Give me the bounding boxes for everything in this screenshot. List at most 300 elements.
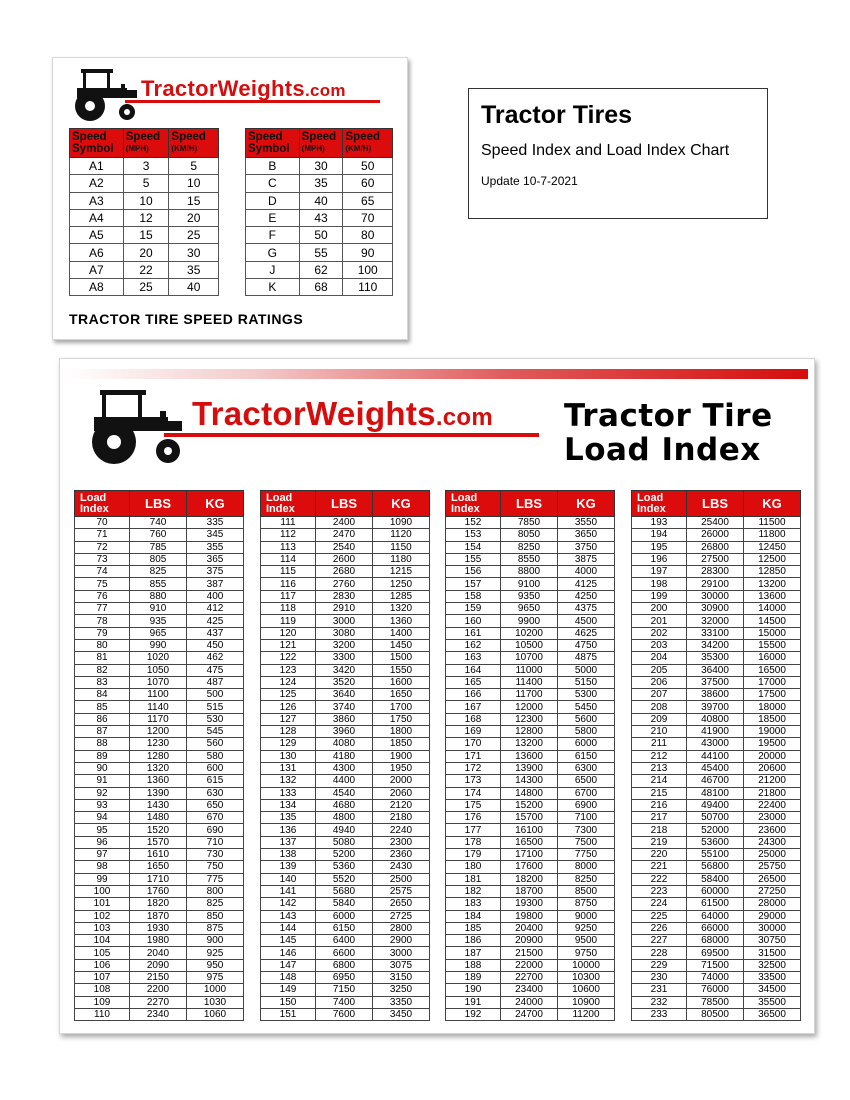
cell-value-1: 7600 (316, 1008, 373, 1020)
cell-value-2: 2800 (373, 922, 430, 934)
cell-value-1: 3960 (316, 726, 373, 738)
cell-value-1: 5680 (316, 885, 373, 897)
table-row (446, 664, 615, 676)
cell-symbol-or-index: 174 (446, 787, 501, 799)
table-row (446, 824, 615, 836)
cell-symbol-or-index: 166 (446, 689, 501, 701)
cell-value-2: 1550 (373, 664, 430, 676)
cell-value-1: 9650 (501, 603, 558, 615)
cell-value-1: 11400 (501, 676, 558, 688)
cell-value-2: 2240 (373, 824, 430, 836)
cell-value-2: 1285 (373, 590, 430, 602)
cell-symbol-or-index: 159 (446, 603, 501, 615)
cell-value-2: 5000 (558, 664, 615, 676)
cell-value-1: 760 (130, 529, 187, 541)
cell-value-1: 910 (130, 603, 187, 615)
load-table-header (632, 491, 801, 517)
table-row (75, 553, 244, 565)
cell-value-2: 6900 (558, 799, 615, 811)
cell-value-2: 25000 (744, 849, 801, 861)
cell-symbol-or-index: 133 (261, 787, 316, 799)
cell-symbol-or-index: A7 (70, 261, 124, 278)
cell-value-2: 100 (343, 261, 393, 278)
load-table-header (75, 491, 244, 517)
table-row (261, 639, 430, 651)
cell-symbol-or-index: 206 (632, 676, 687, 688)
cell-value-2: 12450 (744, 541, 801, 553)
cell-symbol-or-index: 104 (75, 935, 130, 947)
table-row (632, 947, 801, 959)
table-row (261, 873, 430, 885)
cell-symbol-or-index: 120 (261, 627, 316, 639)
cell-symbol-or-index: A4 (70, 209, 124, 226)
cell-value-1: 40800 (687, 713, 744, 725)
table-row (632, 713, 801, 725)
table-row (70, 279, 219, 296)
cell-value-1: 19300 (501, 898, 558, 910)
table-row (75, 799, 244, 811)
cell-value-2: 21800 (744, 787, 801, 799)
table-row (632, 799, 801, 811)
cell-symbol-or-index: 193 (632, 517, 687, 529)
cell-value-1: 2470 (316, 529, 373, 541)
table-row (632, 566, 801, 578)
cell-value-1: 1480 (130, 812, 187, 824)
cell-value-1: 20400 (501, 922, 558, 934)
cell-value-2: 31500 (744, 947, 801, 959)
cell-value-1: 26000 (687, 529, 744, 541)
cell-symbol-or-index: 198 (632, 578, 687, 590)
cell-value-2: 25750 (744, 861, 801, 873)
cell-value-1: 2340 (130, 1008, 187, 1020)
cell-value-1: 2150 (130, 971, 187, 983)
cell-value-2: 850 (187, 910, 244, 922)
cell-value-2: 2900 (373, 935, 430, 947)
load-title-line1: Tractor Tire (564, 398, 773, 434)
cell-value-1: 76000 (687, 984, 744, 996)
cell-value-1: 1360 (130, 775, 187, 787)
table-row (75, 676, 244, 688)
cell-value-1: 46700 (687, 775, 744, 787)
cell-symbol-or-index: 83 (75, 676, 130, 688)
cell-value-2: 1215 (373, 566, 430, 578)
logo-wordmark (192, 395, 493, 433)
cell-value-2: 33500 (744, 971, 801, 983)
cell-symbol-or-index: 155 (446, 553, 501, 565)
cell-symbol-or-index: 205 (632, 664, 687, 676)
table-row (261, 935, 430, 947)
cell-value-2: 6500 (558, 775, 615, 787)
cell-symbol-or-index: 89 (75, 750, 130, 762)
cell-symbol-or-index: 156 (446, 566, 501, 578)
cell-value-2: 2360 (373, 849, 430, 861)
cell-value-1: 1070 (130, 676, 187, 688)
table-row (632, 836, 801, 848)
cell-value-1: 12800 (501, 726, 558, 738)
cell-symbol-or-index: 202 (632, 627, 687, 639)
logo-suffix: .com (304, 81, 346, 100)
cell-value-1: 3520 (316, 676, 373, 688)
table-row (632, 885, 801, 897)
table-row (446, 553, 615, 565)
cell-value-2: 8250 (558, 873, 615, 885)
cell-symbol-or-index: 211 (632, 738, 687, 750)
speed-table-header (246, 129, 393, 158)
cell-symbol-or-index: 85 (75, 701, 130, 713)
table-row (446, 873, 615, 885)
table-row (632, 861, 801, 873)
cell-value-1: 3860 (316, 713, 373, 725)
cell-value-2: 9000 (558, 910, 615, 922)
table-row (446, 578, 615, 590)
cell-value-1: 1710 (130, 873, 187, 885)
table-row (261, 566, 430, 578)
cell-value-2: 16000 (744, 652, 801, 664)
table-row (632, 627, 801, 639)
table-row (446, 627, 615, 639)
cell-value-1: 48100 (687, 787, 744, 799)
cell-symbol-or-index: 87 (75, 726, 130, 738)
cell-symbol-or-index: E (246, 209, 300, 226)
cell-value-2: 365 (187, 553, 244, 565)
cell-symbol-or-index: 129 (261, 738, 316, 750)
cell-symbol-or-index: 70 (75, 517, 130, 529)
cell-value-2: 18500 (744, 713, 801, 725)
cell-value-1: 4800 (316, 812, 373, 824)
cell-value-1: 3420 (316, 664, 373, 676)
cell-value-1: 38600 (687, 689, 744, 701)
table-row (632, 590, 801, 602)
cell-value-2: 3550 (558, 517, 615, 529)
cell-value-2: 730 (187, 849, 244, 861)
cell-value-2: 1950 (373, 762, 430, 774)
cell-value-1: 55100 (687, 849, 744, 861)
table-row (446, 885, 615, 897)
cell-symbol-or-index: 150 (261, 996, 316, 1008)
cell-value-1: 12300 (501, 713, 558, 725)
speed-mph-header: Speed (MPH) (299, 129, 343, 158)
cell-symbol-or-index: 123 (261, 664, 316, 676)
cell-value-1: 1650 (130, 861, 187, 873)
table-row (75, 578, 244, 590)
page-title: Tractor Tires (481, 101, 633, 129)
table-row (75, 787, 244, 799)
cell-value-2: 1250 (373, 578, 430, 590)
cell-value-1: 1020 (130, 652, 187, 664)
cell-value-1: 1430 (130, 799, 187, 811)
table-row (632, 750, 801, 762)
table-row (632, 922, 801, 934)
cell-value-1: 2680 (316, 566, 373, 578)
cell-value-1: 2400 (316, 517, 373, 529)
cell-value-2: 65 (343, 192, 393, 209)
cell-value-1: 2540 (316, 541, 373, 553)
cell-value-1: 39700 (687, 701, 744, 713)
cell-value-2: 3650 (558, 529, 615, 541)
cell-value-2: 387 (187, 578, 244, 590)
cell-value-1: 9350 (501, 590, 558, 602)
cell-value-2: 500 (187, 689, 244, 701)
cell-value-1: 53600 (687, 836, 744, 848)
cell-value-1: 7400 (316, 996, 373, 1008)
table-row (632, 775, 801, 787)
cell-symbol-or-index: 173 (446, 775, 501, 787)
cell-value-2: 10600 (558, 984, 615, 996)
cell-value-1: 1570 (130, 836, 187, 848)
cell-value-2: 12850 (744, 566, 801, 578)
cell-symbol-or-index: 209 (632, 713, 687, 725)
cell-symbol-or-index: 127 (261, 713, 316, 725)
cell-value-2: 22400 (744, 799, 801, 811)
table-row (261, 738, 430, 750)
cell-value-1: 10500 (501, 639, 558, 651)
title-box (468, 88, 768, 219)
cell-symbol-or-index: 200 (632, 603, 687, 615)
cell-symbol-or-index: 122 (261, 652, 316, 664)
kg-header: KG (187, 491, 244, 517)
cell-value-1: 2040 (130, 947, 187, 959)
cell-symbol-or-index: 213 (632, 762, 687, 774)
cell-symbol-or-index: 204 (632, 652, 687, 664)
update-date: Update 10-7-2021 (481, 174, 578, 188)
cell-symbol-or-index: 184 (446, 910, 501, 922)
cell-symbol-or-index: 115 (261, 566, 316, 578)
cell-value-1: 5080 (316, 836, 373, 848)
load-index-header: Load Index (632, 491, 687, 517)
cell-value-2: 110 (343, 279, 393, 296)
table-row (632, 812, 801, 824)
cell-value-1: 1280 (130, 750, 187, 762)
cell-value-1: 855 (130, 578, 187, 590)
cell-value-2: 530 (187, 713, 244, 725)
cell-value-2: 14000 (744, 603, 801, 615)
table-row (261, 517, 430, 529)
cell-value-1: 60000 (687, 885, 744, 897)
table-row (446, 787, 615, 799)
cell-symbol-or-index: 124 (261, 676, 316, 688)
cell-symbol-or-index: 227 (632, 935, 687, 947)
cell-value-2: 12500 (744, 553, 801, 565)
cell-value-2: 70 (343, 209, 393, 226)
cell-value-2: 9750 (558, 947, 615, 959)
tractor-icon (75, 69, 137, 121)
cell-value-2: 9500 (558, 935, 615, 947)
cell-value-2: 10 (169, 175, 219, 192)
cell-symbol-or-index: 78 (75, 615, 130, 627)
table-row (261, 910, 430, 922)
table-row (446, 996, 615, 1008)
cell-value-1: 3200 (316, 639, 373, 651)
cell-value-1: 10700 (501, 652, 558, 664)
cell-symbol-or-index: 143 (261, 910, 316, 922)
table-row (632, 639, 801, 651)
cell-value-2: 11800 (744, 529, 801, 541)
cell-symbol-or-index: 126 (261, 701, 316, 713)
cell-symbol-or-index: 228 (632, 947, 687, 959)
cell-value-2: 1180 (373, 553, 430, 565)
cell-symbol-or-index: 86 (75, 713, 130, 725)
cell-value-1: 40 (299, 192, 343, 209)
table-row (75, 885, 244, 897)
cell-value-2: 19000 (744, 726, 801, 738)
table-row (246, 158, 393, 175)
cell-value-2: 20 (169, 209, 219, 226)
cell-value-2: 5 (169, 158, 219, 175)
cell-value-1: 1200 (130, 726, 187, 738)
table-row (261, 787, 430, 799)
cell-symbol-or-index: 223 (632, 885, 687, 897)
table-row (75, 664, 244, 676)
cell-symbol-or-index: 220 (632, 849, 687, 861)
cell-value-1: 43000 (687, 738, 744, 750)
cell-value-1: 5 (123, 175, 169, 192)
cell-symbol-or-index: 157 (446, 578, 501, 590)
cell-value-1: 64000 (687, 910, 744, 922)
table-row (446, 652, 615, 664)
cell-value-2: 3150 (373, 971, 430, 983)
cell-value-1: 1870 (130, 910, 187, 922)
table-row (632, 898, 801, 910)
cell-symbol-or-index: 74 (75, 566, 130, 578)
table-row (446, 738, 615, 750)
table-row (75, 639, 244, 651)
cell-value-2: 1750 (373, 713, 430, 725)
cell-value-2: 1700 (373, 701, 430, 713)
table-row (446, 762, 615, 774)
lbs-header: LBS (501, 491, 558, 517)
cell-value-2: 345 (187, 529, 244, 541)
cell-symbol-or-index: 113 (261, 541, 316, 553)
table-row (75, 836, 244, 848)
cell-value-2: 15500 (744, 639, 801, 651)
cell-value-1: 2270 (130, 996, 187, 1008)
cell-value-1: 5360 (316, 861, 373, 873)
cell-value-1: 5200 (316, 849, 373, 861)
cell-value-1: 1170 (130, 713, 187, 725)
cell-value-1: 1980 (130, 935, 187, 947)
cell-symbol-or-index: 146 (261, 947, 316, 959)
cell-symbol-or-index: 203 (632, 639, 687, 651)
cell-value-2: 412 (187, 603, 244, 615)
table-row (75, 652, 244, 664)
cell-symbol-or-index: 191 (446, 996, 501, 1008)
cell-symbol-or-index: 230 (632, 971, 687, 983)
table-row (70, 261, 219, 278)
table-row (246, 261, 393, 278)
cell-symbol-or-index: 145 (261, 935, 316, 947)
cell-value-2: 1120 (373, 529, 430, 541)
table-row (75, 935, 244, 947)
cell-value-1: 24700 (501, 1008, 558, 1020)
cell-value-1: 52000 (687, 824, 744, 836)
cell-symbol-or-index: 199 (632, 590, 687, 602)
cell-symbol-or-index: 94 (75, 812, 130, 824)
table-row (446, 861, 615, 873)
load-index-table-2 (260, 490, 430, 1021)
table-row (261, 947, 430, 959)
cell-symbol-or-index: 112 (261, 529, 316, 541)
cell-value-2: 775 (187, 873, 244, 885)
cell-symbol-or-index: 114 (261, 553, 316, 565)
load-index-header: Load Index (261, 491, 316, 517)
cell-value-2: 18000 (744, 701, 801, 713)
cell-value-2: 10900 (558, 996, 615, 1008)
table-row (632, 787, 801, 799)
table-row (75, 603, 244, 615)
cell-value-1: 55 (299, 244, 343, 261)
cell-value-2: 5450 (558, 701, 615, 713)
cell-value-1: 6000 (316, 910, 373, 922)
cell-value-2: 800 (187, 885, 244, 897)
cell-symbol-or-index: A5 (70, 227, 124, 244)
cell-value-1: 43 (299, 209, 343, 226)
cell-value-2: 925 (187, 947, 244, 959)
cell-symbol-or-index: 192 (446, 1008, 501, 1020)
cell-value-1: 15200 (501, 799, 558, 811)
cell-symbol-or-index: 178 (446, 836, 501, 848)
cell-symbol-or-index: 144 (261, 922, 316, 934)
cell-value-2: 580 (187, 750, 244, 762)
cell-value-1: 8050 (501, 529, 558, 541)
cell-value-2: 670 (187, 812, 244, 824)
cell-symbol-or-index: 101 (75, 898, 130, 910)
cell-symbol-or-index: 163 (446, 652, 501, 664)
speed-table-header (70, 129, 219, 158)
cell-symbol-or-index: 148 (261, 971, 316, 983)
table-row (632, 517, 801, 529)
table-row (75, 984, 244, 996)
cell-value-1: 58400 (687, 873, 744, 885)
cell-symbol-or-index: 175 (446, 799, 501, 811)
cell-value-1: 29100 (687, 578, 744, 590)
cell-value-2: 7100 (558, 812, 615, 824)
cell-value-2: 3875 (558, 553, 615, 565)
cell-value-2: 2575 (373, 885, 430, 897)
cell-value-2: 25 (169, 227, 219, 244)
cell-symbol-or-index: 125 (261, 689, 316, 701)
cell-symbol-or-index: 117 (261, 590, 316, 602)
table-row (632, 726, 801, 738)
kg-header: KG (558, 491, 615, 517)
cell-value-2: 1320 (373, 603, 430, 615)
cell-value-2: 90 (343, 244, 393, 261)
cell-symbol-or-index: 134 (261, 799, 316, 811)
table-row (261, 689, 430, 701)
cell-value-2: 10300 (558, 971, 615, 983)
cell-value-2: 11500 (744, 517, 801, 529)
cell-value-1: 3300 (316, 652, 373, 664)
cell-value-2: 425 (187, 615, 244, 627)
table-row (75, 910, 244, 922)
cell-value-2: 4625 (558, 627, 615, 639)
cell-value-1: 22700 (501, 971, 558, 983)
table-row (75, 996, 244, 1008)
cell-value-1: 37500 (687, 676, 744, 688)
cell-symbol-or-index: 138 (261, 849, 316, 861)
cell-value-2: 2725 (373, 910, 430, 922)
cell-value-2: 2500 (373, 873, 430, 885)
cell-symbol-or-index: K (246, 279, 300, 296)
table-row (632, 578, 801, 590)
cell-value-1: 3080 (316, 627, 373, 639)
table-row (261, 849, 430, 861)
cell-value-2: 2650 (373, 898, 430, 910)
cell-symbol-or-index: 162 (446, 639, 501, 651)
table-row (75, 566, 244, 578)
table-row (632, 935, 801, 947)
table-row (632, 664, 801, 676)
cell-symbol-or-index: 131 (261, 762, 316, 774)
